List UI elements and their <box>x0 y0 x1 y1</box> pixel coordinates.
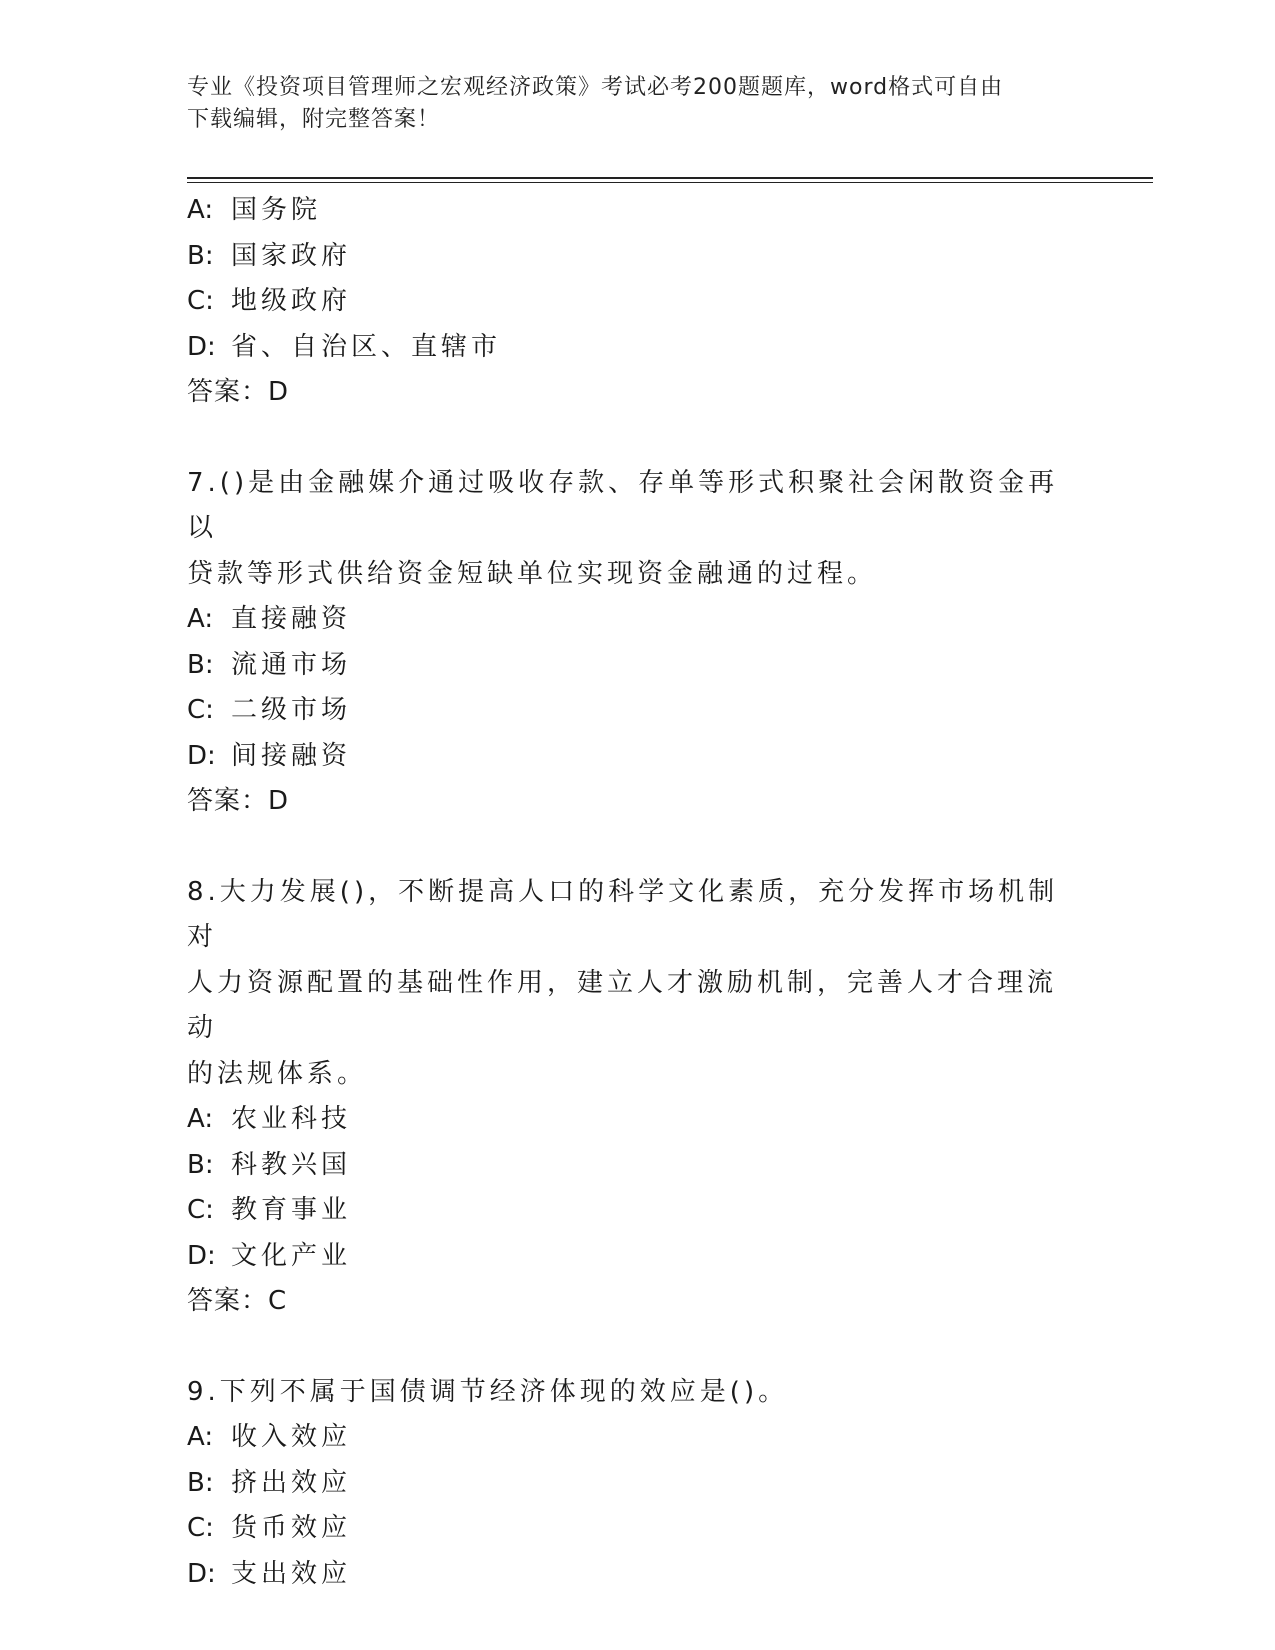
option-c: C: 教育事业 <box>187 1195 352 1225</box>
option-b: B: 科教兴国 <box>187 1149 352 1180</box>
header-line-2: 下载编辑，附完整答案！ <box>187 107 441 132</box>
question-list <box>187 188 1067 1597</box>
question-text: 8.大力发展()，不断提高人口的科学文化素质，充分发挥市场机制对 <box>187 876 1059 952</box>
option-a: A: 国务院 <box>187 195 322 225</box>
option-d: D: 文化产业 <box>187 1240 352 1271</box>
question-9-block <box>187 1370 1067 1598</box>
answer-line: 答案：D <box>187 786 290 816</box>
option-d: D: 支出效应 <box>187 1558 352 1589</box>
spacer <box>187 1325 1067 1370</box>
option-c: C: 货币效应 <box>187 1513 352 1543</box>
question-8-block <box>187 870 1067 1325</box>
answer-line: 答案：D <box>187 377 290 407</box>
option-a: A: 农业科技 <box>187 1104 352 1134</box>
question-text: 7.()是由金融媒介通过吸收存款、存单等形式积聚社会闲散资金再以 <box>187 467 1059 543</box>
question-text: 贷款等形式供给资金短缺单位实现资金融通的过程。 <box>187 558 878 589</box>
option-d: D: 省、自治区、直辖市 <box>187 331 502 362</box>
option-b: B: 挤出效应 <box>187 1467 352 1498</box>
header-rule-thick <box>187 177 1153 179</box>
question-text: 9.下列不属于国债调节经济体现的效应是()。 <box>187 1376 789 1407</box>
question-7-block <box>187 461 1067 825</box>
spacer <box>187 416 1067 461</box>
option-a: A: 收入效应 <box>187 1422 352 1452</box>
answer-line: 答案：C <box>187 1286 288 1316</box>
option-d: D: 间接融资 <box>187 740 352 771</box>
option-a: A: 直接融资 <box>187 604 352 634</box>
option-c: C: 地级政府 <box>187 286 352 316</box>
spacer <box>187 825 1067 870</box>
header-line-1: 专业《投资项目管理师之宏观经济政策》考试必考200题题库，word格式可自由 <box>187 75 1004 100</box>
document-header <box>187 72 1067 136</box>
option-b: B: 流通市场 <box>187 649 352 680</box>
header-rule-thin <box>187 182 1153 183</box>
question-text: 的法规体系。 <box>187 1058 368 1089</box>
question-6-block <box>187 188 1067 416</box>
question-text: 人力资源配置的基础性作用，建立人才激励机制，完善人才合理流动 <box>187 967 1058 1043</box>
option-c: C: 二级市场 <box>187 695 352 725</box>
option-b: B: 国家政府 <box>187 240 352 271</box>
